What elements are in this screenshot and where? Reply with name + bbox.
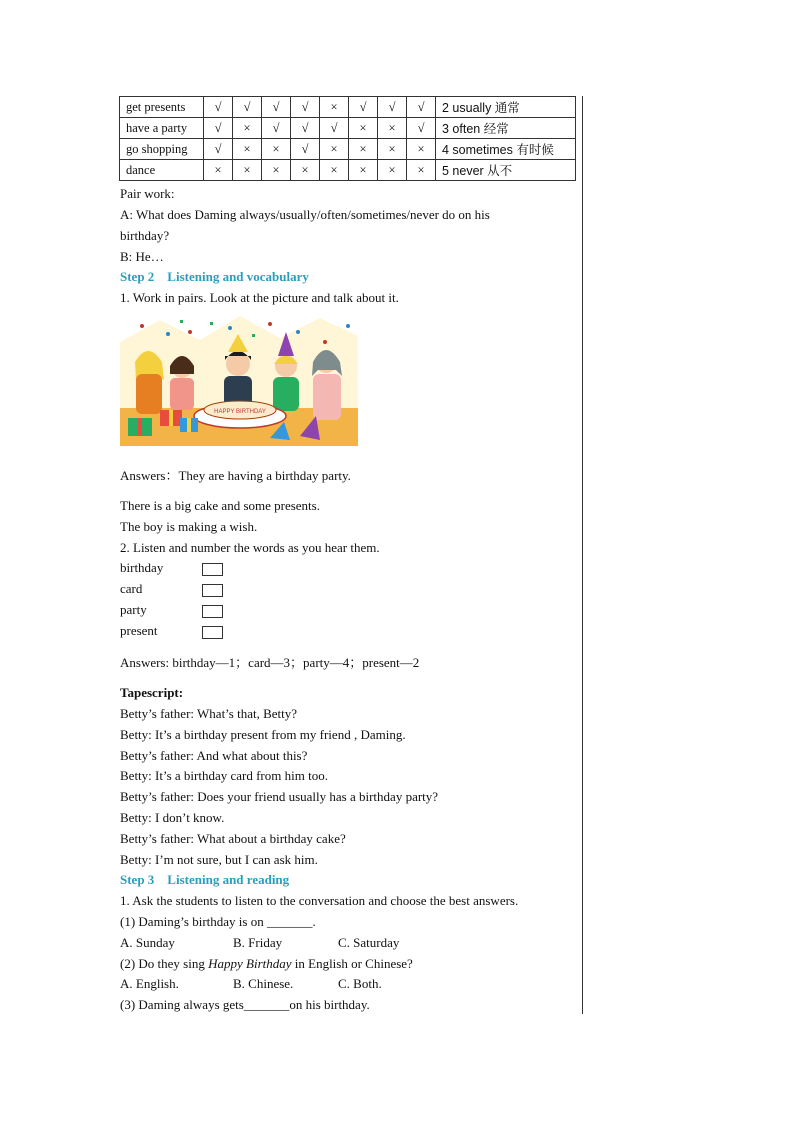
mark-cell: × [378, 160, 407, 181]
pairwork-answer: B: He… [120, 249, 164, 264]
word-card: card [120, 581, 143, 596]
q1-option-a: A. Sunday [120, 935, 175, 950]
mark-cell: × [320, 160, 349, 181]
frequency-cell: 3 often 经常 [436, 118, 576, 139]
frequency-cell: 2 usually 通常 [436, 97, 576, 118]
mark-cell: √ [349, 97, 378, 118]
tapescript-line: Betty’s father: And what about this? [120, 748, 308, 763]
frequency-table [119, 96, 576, 181]
mark-cell: × [378, 118, 407, 139]
q2-option-c: C. Both. [338, 976, 382, 991]
activity-cell: get presents [120, 97, 204, 118]
mark-cell: √ [204, 139, 233, 160]
tapescript-line: Betty: It’s a birthday card from him too. [120, 768, 328, 783]
birthday-party-picture [120, 312, 358, 446]
q2-song-title: Happy Birthday [208, 956, 292, 971]
activity-cell: dance [120, 160, 204, 181]
mark-cell: × [349, 160, 378, 181]
step3-question1: (1) Daming’s birthday is on _______. [120, 914, 316, 929]
pairwork-question-line1: A: What does Daming always/usually/often/sometimes/never do on his [120, 207, 490, 222]
table-row [120, 160, 576, 181]
mark-cell: × [349, 139, 378, 160]
word-party: party [120, 602, 147, 617]
step2-line2: There is a big cake and some presents. [120, 498, 320, 513]
table-row [120, 97, 576, 118]
table-row [120, 139, 576, 160]
frequency-cell: 5 never 从不 [436, 160, 576, 181]
q2-option-a: A. English. [120, 976, 179, 991]
right-margin-line [582, 96, 583, 1014]
step2-answers2: Answers: birthday—1；card—3；party—4；present—2 [120, 655, 420, 670]
activity-cell: have a party [120, 118, 204, 139]
number-box-present[interactable] [202, 626, 223, 639]
table-body [120, 97, 576, 181]
tapescript-line: Betty’s father: What’s that, Betty? [120, 706, 298, 721]
q1-option-b: B. Friday [233, 935, 283, 950]
step3-heading: Step 3 Listening and reading [120, 872, 290, 887]
mark-cell: √ [407, 118, 436, 139]
mark-cell: × [262, 160, 291, 181]
step3-task1: 1. Ask the students to listen to the conversation and choose the best answers. [120, 893, 519, 908]
tapescript-line: Betty: I don’t know. [120, 810, 225, 825]
number-box-card[interactable] [202, 584, 223, 597]
step2-task2: 2. Listen and number the words as you hear them. [120, 540, 380, 555]
table-row [120, 118, 576, 139]
q2-text-pre: (2) Do they sing [120, 956, 209, 971]
step3-question2 [120, 956, 413, 972]
word-birthday: birthday [120, 560, 164, 575]
pairwork-question-line2: birthday? [120, 228, 170, 243]
mark-cell: × [407, 160, 436, 181]
activity-cell: go shopping [120, 139, 204, 160]
mark-cell: √ [291, 139, 320, 160]
step2-heading: Step 2 Listening and vocabulary [120, 269, 309, 284]
step2-answer1: Answers：They are having a birthday party. [120, 468, 351, 483]
q2-text-post: in English or Chinese? [291, 956, 413, 971]
number-box-birthday[interactable] [202, 563, 223, 576]
mark-cell: × [262, 139, 291, 160]
party-illustration [120, 312, 358, 446]
mark-cell: √ [233, 97, 262, 118]
mark-cell: × [291, 160, 320, 181]
step2-line3: The boy is making a wish. [120, 519, 258, 534]
q2-option-b: B. Chinese. [233, 976, 294, 991]
tapescript-line: Betty: It’s a birthday present from my friend , Daming. [120, 727, 406, 742]
mark-cell: × [320, 139, 349, 160]
mark-cell: √ [291, 118, 320, 139]
frequency-cell: 4 sometimes 有时候 [436, 139, 576, 160]
q1-option-c: C. Saturday [338, 935, 400, 950]
tapescript-line: Betty’s father: Does your friend usually has a birthday party? [120, 789, 439, 804]
mark-cell: √ [262, 97, 291, 118]
mark-cell: √ [204, 97, 233, 118]
mark-cell: √ [291, 97, 320, 118]
cake-banner-text: HAPPY BIRTHDAY [214, 409, 266, 415]
pairwork-title: Pair work: [120, 186, 175, 201]
mark-cell: √ [262, 118, 291, 139]
mark-cell: × [204, 160, 233, 181]
mark-cell: × [233, 160, 262, 181]
mark-cell: √ [204, 118, 233, 139]
tapescript-line: Betty’s father: What about a birthday cake? [120, 831, 346, 846]
mark-cell: × [320, 97, 349, 118]
tapescript-title: Tapescript: [120, 685, 184, 700]
mark-cell: × [233, 118, 262, 139]
tapescript-line: Betty: I’m not sure, but I can ask him. [120, 852, 318, 867]
word-present: present [120, 623, 158, 638]
mark-cell: √ [320, 118, 349, 139]
number-box-party[interactable] [202, 605, 223, 618]
mark-cell: × [233, 139, 262, 160]
mark-cell: × [407, 139, 436, 160]
step3-question3: (3) Daming always gets_______on his birthday. [120, 997, 370, 1012]
step2-task1: 1. Work in pairs. Look at the picture and talk about it. [120, 290, 399, 305]
mark-cell: × [378, 139, 407, 160]
mark-cell: × [349, 118, 378, 139]
mark-cell: √ [407, 97, 436, 118]
mark-cell: √ [378, 97, 407, 118]
